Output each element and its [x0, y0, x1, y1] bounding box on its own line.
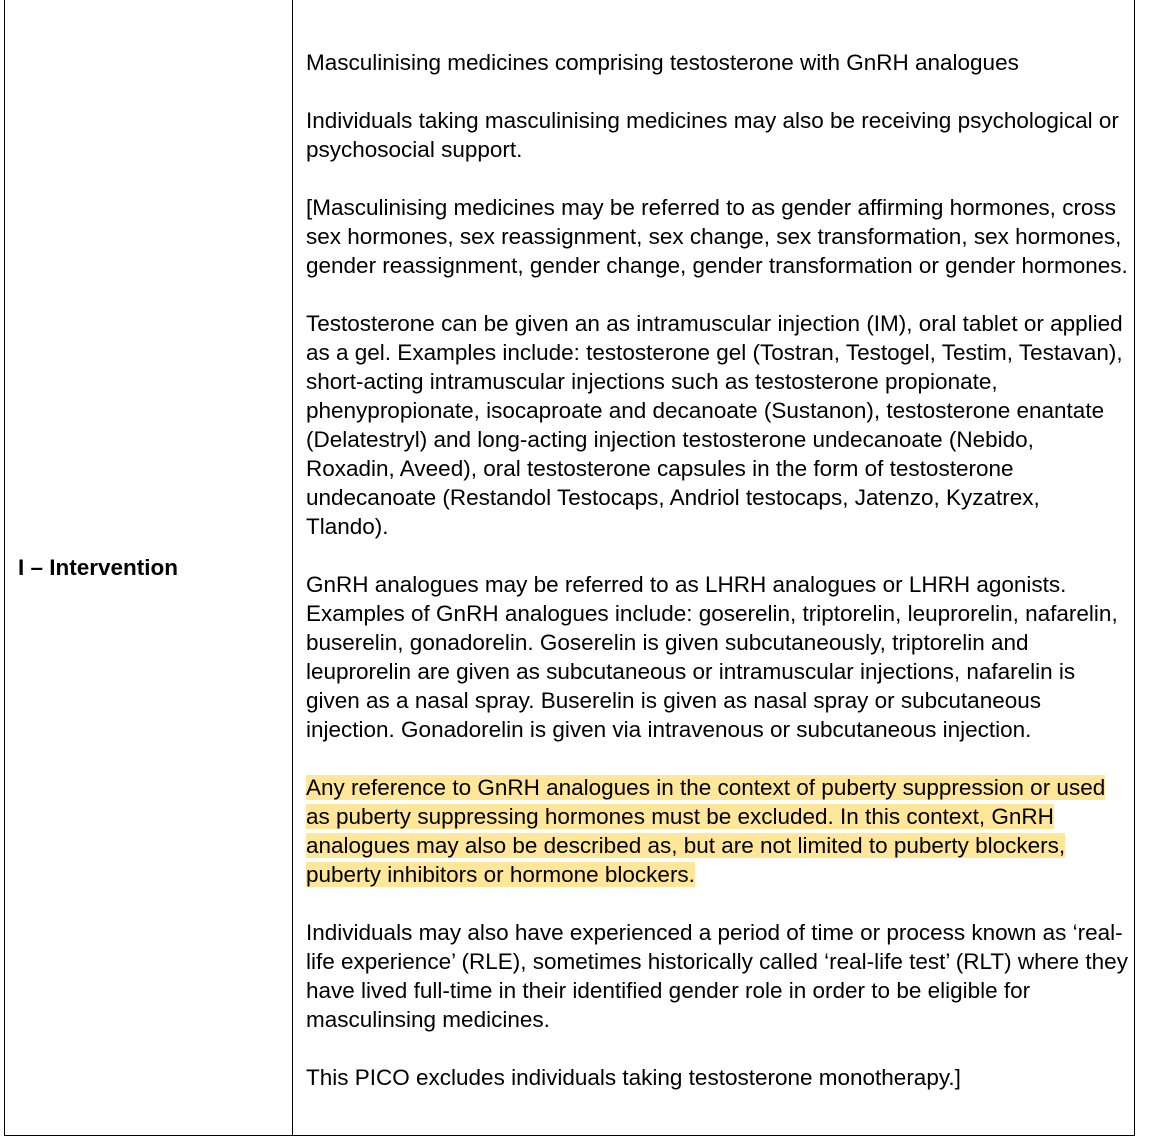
- paragraph-text: Individuals may also have experienced a period of time or process known as ‘real-life experience’ (RLE), sometimes historically called ‘real-life test’ (RLT) where they have lived full-time in their identified gender role in order to be eligible for masculinsing medicines.: [306, 919, 1128, 1032]
- row-label-cell: [5, 0, 293, 1136]
- paragraph-monotherapy: [306, 1063, 1128, 1092]
- paragraph-text: Testosterone can be given an as intramuscular injection (IM), oral tablet or applied as a gel. Examples include: testosterone gel (Tostran, Testogel, Testim, Testavan), short-acting intramuscular injections such as testosterone propionate, phenypropionate, isocaproate and decanoate (Sustanon), testosterone enantate (Delatestryl) and long-acting injection testosterone undecanoate (Nebido, Roxadin, Aveed), oral testosterone capsules in the form of testosterone undecanoate (Restandol Testocaps, Andriol testocaps, Jatenzo, Kyzatrex, Tlando).: [306, 310, 1123, 539]
- pico-table: [4, 0, 1135, 1136]
- intervention-description: [293, 43, 1134, 1092]
- paragraph-synonyms: [306, 193, 1128, 280]
- paragraph-text: Individuals taking masculinising medicines may also be receiving psychological or psychosocial support.: [306, 107, 1119, 162]
- row-content-cell: [293, 0, 1135, 1136]
- paragraph-gnrh: [306, 570, 1128, 744]
- paragraph-testosterone: [306, 309, 1128, 541]
- row-label: I – Intervention: [18, 554, 179, 580]
- paragraph-text: This PICO excludes individuals taking testosterone monotherapy.]: [306, 1064, 961, 1090]
- paragraph-exclusion-highlighted: [306, 773, 1128, 889]
- paragraph-support: [306, 106, 1128, 164]
- paragraph-text: [Masculinising medicines may be referred to as gender affirming hormones, cross sex hormones, sex reassignment, sex change, sex transformation, sex hormones, gender reassignment, gender change, gender transformation or gender hormones.: [306, 194, 1128, 278]
- intervention-row: [5, 0, 1135, 1136]
- paragraph-rle: [306, 918, 1128, 1034]
- paragraph-text: GnRH analogues may be referred to as LHRH analogues or LHRH agonists. Examples of GnRH analogues include: goserelin, triptorelin, leuprorelin, nafarelin, buserelin, gonadorelin. Goserelin is given subcutaneously, triptorelin and leuprorelin are given as subcutaneous or intramuscular injections, nafarelin is given as a nasal spray. Buserelin is given as nasal spray or subcutaneous injection. Gonadorelin is given via intravenous or subcutaneous injection.: [306, 571, 1118, 742]
- paragraph-text: Masculinising medicines comprising testosterone with GnRH analogues: [306, 49, 1019, 75]
- highlighted-text: Any reference to GnRH analogues in the context of puberty suppression or used as puberty suppressing hormones must be excluded. In this context, GnRH analogues may also be described as, but are not limited to puberty blockers, puberty inhibitors or hormone blockers.: [306, 774, 1106, 887]
- paragraph-definition: [306, 48, 1128, 77]
